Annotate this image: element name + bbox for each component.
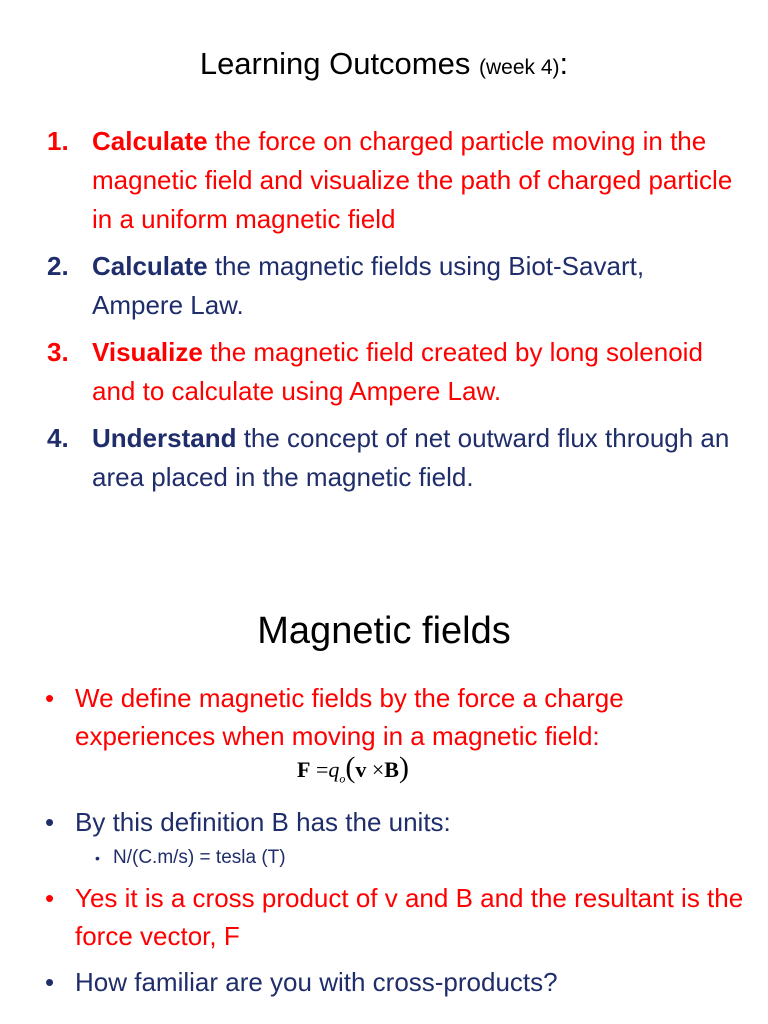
sub-bullet-text: N/(C.m/s) = tesla (T) <box>113 847 286 869</box>
bullet-dot-icon: • <box>45 967 55 998</box>
outcome-item <box>47 333 737 411</box>
bullet-item <box>45 879 745 955</box>
bullet-text: By this definition B has the units: <box>75 807 451 838</box>
title-text: Learning Outcomes <box>199 46 471 81</box>
sub-bullet-item <box>95 841 745 875</box>
learning-outcomes-list <box>47 122 737 505</box>
sub-bullet-dot-icon: • <box>95 850 100 867</box>
outcome-item <box>47 122 737 239</box>
outcome-number: 2. <box>47 251 69 281</box>
outcome-text: the magnetic fields using Biot-Savart, Ampere Law. <box>92 251 645 320</box>
bullet-item <box>45 963 745 1001</box>
outcome-number: 1. <box>47 126 69 156</box>
bullet-dot-icon: • <box>45 807 55 838</box>
outcome-verb: Calculate <box>92 251 208 281</box>
formula-equals: = <box>310 757 329 782</box>
outcome-text: the magnetic field created by long solenoid and to calculate using Ampere Law. <box>92 337 703 406</box>
outcome-text: the concept of net outward flux through an area placed in the magnetic field. <box>92 423 730 492</box>
formula-f: F <box>297 757 311 782</box>
formula-lparen: ( <box>345 751 356 784</box>
bullet-dot-icon: • <box>45 883 55 914</box>
bullet-text: How familiar are you with cross-products? <box>75 967 558 998</box>
title-week: (week 4) <box>479 56 560 79</box>
formula-times: × <box>366 757 385 782</box>
outcome-item <box>47 247 737 325</box>
formula-q: q <box>328 757 340 782</box>
formula-v: v <box>355 757 367 782</box>
outcome-verb: Visualize <box>92 337 203 367</box>
outcome-number: 4. <box>47 423 69 453</box>
outcome-item <box>47 419 737 497</box>
slide-title-learning-outcomes <box>0 46 768 82</box>
formula-rparen: ) <box>398 751 409 784</box>
bullet-item <box>45 679 745 795</box>
formula-q-sub: o <box>339 771 346 786</box>
formula-b: B <box>384 757 399 782</box>
bullet-dot-icon: • <box>45 683 55 713</box>
outcome-verb: Calculate <box>92 126 208 156</box>
bullet-text: Yes it is a cross product of v and B and the resultant is the force vector, F <box>75 883 744 952</box>
outcome-number: 3. <box>47 337 69 367</box>
slide-title-magnetic-fields: Magnetic fields <box>257 610 511 652</box>
bullet-item <box>45 803 745 841</box>
bullet-text: We define magnetic fields by the force a charge experiences when moving in a magnetic field: <box>75 683 624 751</box>
force-formula <box>75 751 745 795</box>
magnetic-fields-bullets <box>45 679 745 1001</box>
title-colon: : <box>559 46 569 81</box>
outcome-text: the force on charged particle moving in the magnetic field and visualize the path of charged particle in a uniform magnetic field <box>92 126 733 234</box>
outcome-verb: Understand <box>92 423 237 453</box>
